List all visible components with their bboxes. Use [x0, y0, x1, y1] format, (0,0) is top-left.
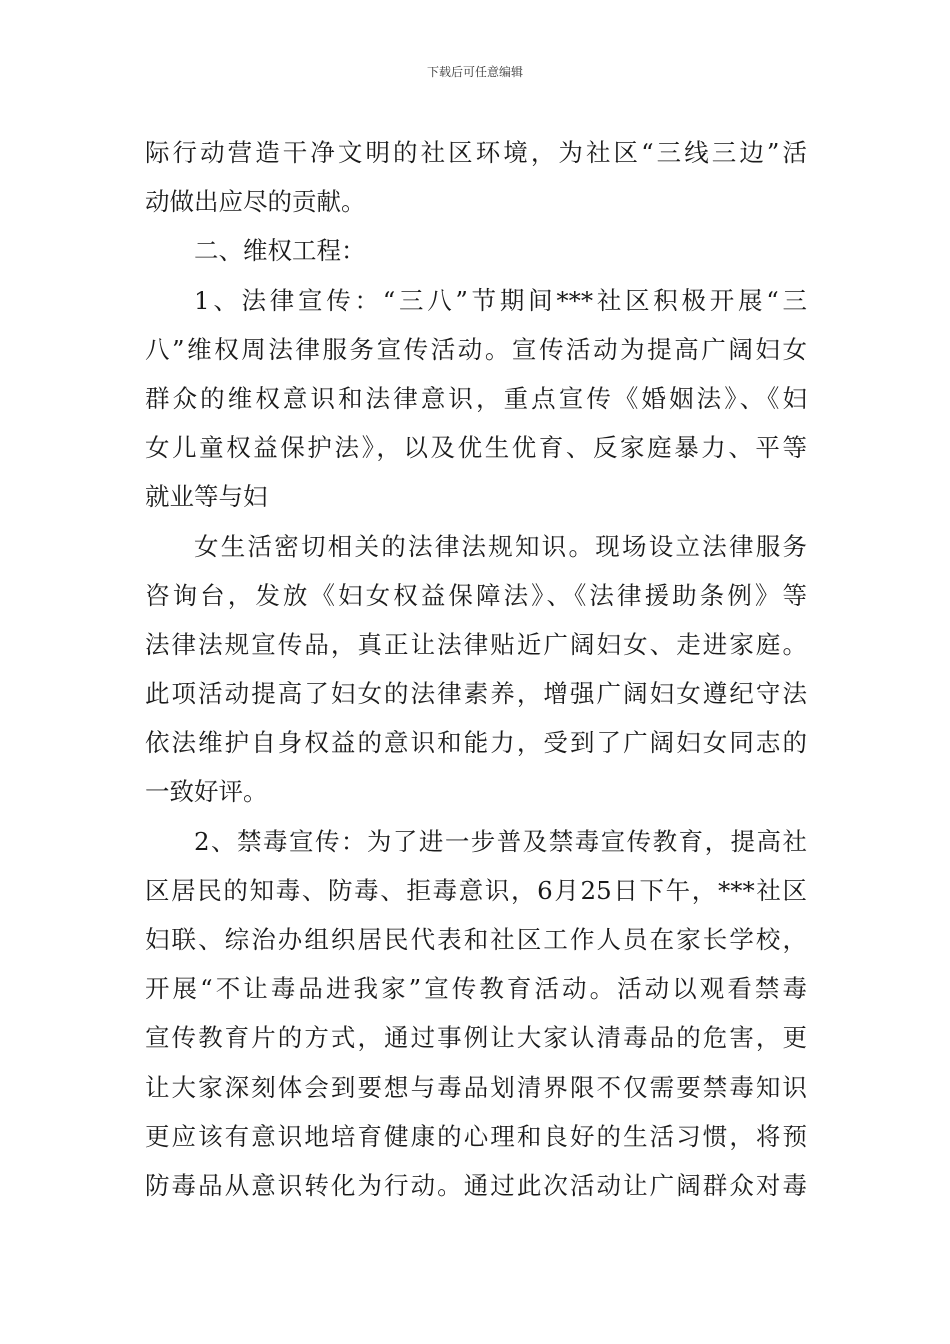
paragraph	[145, 522, 807, 817]
text-line: 依法维护自身权益的意识和能力，受到了广阔妇女同志的	[145, 728, 807, 758]
text-line: 1、法律宣传：“三八”节期间***社区积极开展“三	[194, 285, 807, 315]
text-line: 二、维权工程：	[194, 236, 366, 266]
text-line: 动做出应尽的贡献。	[145, 187, 366, 217]
text-line: 法律法规宣传品，真正让法律贴近广阔妇女、走进家庭。	[145, 629, 807, 659]
paragraph	[145, 226, 807, 275]
text-line: 更应该有意识地培育健康的心理和良好的生活习惯，将预	[145, 1121, 807, 1151]
text-line: 八”维权周法律服务宣传活动。宣传活动为提高广阔妇女	[145, 334, 807, 364]
text-line: 宣传教育片的方式，通过事例让大家认清毒品的危害，更	[145, 1023, 807, 1053]
page-header: 下载后可任意编辑	[426, 65, 523, 79]
paragraph	[145, 128, 807, 226]
text-line: 际行动营造干净文明的社区环境，为社区“三线三边”活	[145, 138, 807, 167]
document-body	[145, 128, 807, 1210]
text-line: 就业等与妇	[145, 482, 268, 512]
text-line: 女儿童权益保护法》，以及优生优育、反家庭暴力、平等	[145, 433, 807, 463]
text-line: 2、禁毒宣传：为了进一步普及禁毒宣传教育，提高社	[194, 826, 807, 856]
text-line: 区居民的知毒、防毒、拒毒意识，6月25日下午，***社区	[145, 875, 807, 905]
text-line: 一致好评。	[145, 777, 268, 807]
text-line: 群众的维权意识和法律意识，重点宣传《婚姻法》、《妇	[145, 383, 807, 413]
text-line: 让大家深刻体会到要想与毒品划清界限不仅需要禁毒知识	[145, 1072, 807, 1102]
text-line: 咨询台，发放《妇女权益保障法》、《法律援助条例》等	[145, 580, 807, 610]
text-line: 开展“不让毒品进我家”宣传教育活动。活动以观看禁毒	[145, 974, 807, 1004]
paragraph	[145, 817, 807, 1211]
text-line: 防毒品从意识转化为行动。通过此次活动让广阔群众对毒	[145, 1170, 807, 1200]
text-line: 妇联、综治办组织居民代表和社区工作人员在家长学校，	[145, 925, 807, 954]
paragraph	[145, 276, 807, 522]
text-line: 此项活动提高了妇女的法律素养，增强广阔妇女遵纪守法	[145, 679, 807, 709]
text-line: 女生活密切相关的法律法规知识。现场设立法律服务	[194, 531, 807, 561]
